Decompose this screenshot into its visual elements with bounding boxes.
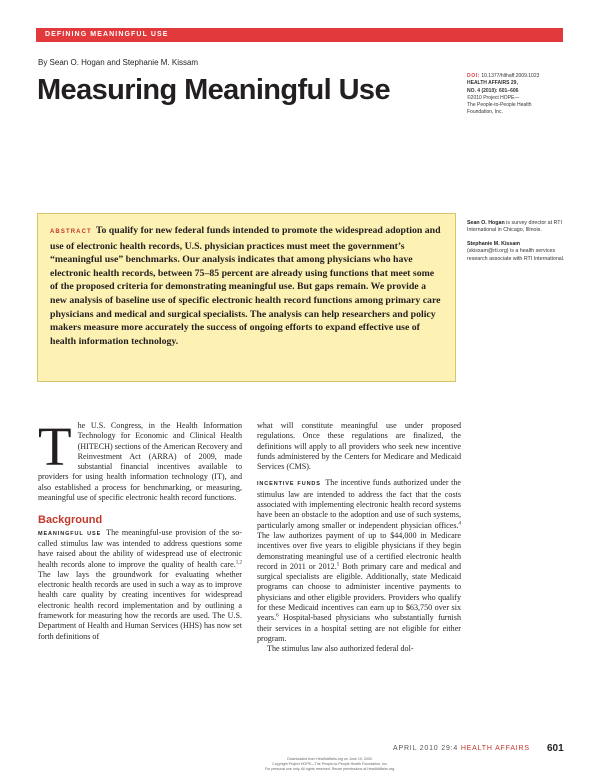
author-note <box>467 241 573 263</box>
byline: By Sean O. Hogan and Stephanie M. Kissam <box>38 58 199 67</box>
paragraph-text: The incentive funds authorized under the stimulus law are intended to address the fact that the costs associated with implementing electronic health record systems have been an obstacle to the adoption and use of such systems, particularly among smaller or independent physician offices. <box>257 478 462 530</box>
reference-marker[interactable]: 1,2 <box>235 559 242 565</box>
author-detail: is survey director at RTI International in Chicago, Illinois. <box>467 220 562 234</box>
paragraph-text: Hospital-based physicians who substantially furnish their services in a hospital setting are not eligible for either program. <box>257 613 461 643</box>
copyright: ©2010 Project HOPE— <box>467 94 520 101</box>
intro-paragraph <box>38 416 242 503</box>
article-meta <box>467 73 577 117</box>
stimulus-paragraph: The stimulus law also authorized federal dol- <box>267 644 414 654</box>
intro-text: he U.S. Congress, in the Health Information Technology for Economic and Clinical Health (HITECH) sections of the American Recovery and Reinvestment Act (ARRA) of 2009, made substantial financial incentives available to providers for using health information technology (IT), and also established a process for benchmarking, or measuring, meaningful use of specific electronic health record functions. <box>38 421 242 503</box>
reference-marker[interactable]: 5 <box>336 562 340 568</box>
drop-cap: T <box>38 416 72 477</box>
abstract-text: To qualify for new federal funds intended to promote the widespread adoption and use of electronic health records, U.S. physician practices must meet the government’s “meaningful use” benchmarks. Our analysis indicates that among physicians who have electronic health records, between 75–85 percent are already using functions that meet some of the proposed criteria for demonstrating meaningful use. But gaps remain. We provide a new analysis of baseline use of specific electronic health record functions among primary care physicians and medical and surgical specialists. The analysis can help researchers and policy makers measure more accurately the success of ongoing efforts to expand effective use of health information technology. <box>50 225 441 347</box>
doi-label: DOI: <box>467 73 480 79</box>
author-name: Stephanie M. Kissam <box>467 240 520 247</box>
incentive-funds-paragraph <box>257 478 461 644</box>
publisher-line-2: Foundation, Inc. <box>467 109 503 116</box>
author-name: Sean O. Hogan <box>467 220 505 226</box>
paragraph-text: The law lays the groundwork for evaluating whether electronic health records are used in such a way as to improve health care quality by creating incentives for widespread electronic health record implementation and by outlining a framework for measuring how the records are used. The U.S. Department of Health and Human Services (HHS) has now set forth definitions of <box>38 569 242 641</box>
publisher-line-1: The People-to-People Health <box>467 102 532 109</box>
footer-volume: 29:4 <box>441 745 459 752</box>
download-line: For personal use only. All rights reserved. Reuse permissions at HealthAffairs.org. <box>264 767 396 771</box>
body-column-left <box>38 416 242 642</box>
footer-journal: HEALTH AFFAIRS <box>460 745 530 752</box>
abstract-label: ABSTRACT <box>50 229 92 235</box>
author-notes <box>467 220 573 269</box>
journal-name: HEALTH AFFAIRS 29, <box>467 80 518 87</box>
author-note <box>467 220 573 235</box>
run-in-heading: INCENTIVE FUNDS <box>257 481 321 488</box>
paragraph-text: Both primary care and medical and surgical specialists are eligible. Additionally, state Medicaid programs can choose to administer incentive payments to physicians and other eligible providers. Providers who qualify for these Medicaid incentives can earn up to $63,750 over six years. <box>257 561 461 623</box>
paragraph-text: The meaningful-use provision of the so-called stimulus law was intended to address questions some have raised about the ability of widespread use of electronic health records alone to improve the quality of health care. <box>38 527 242 569</box>
paragraph-text: The law authorizes payment of up to $44,000 in Medicare incentives over five years to eligible physicians if they begin demonstrating meaningful use of a certified electronic health record in 2011 or 2012. <box>257 530 461 571</box>
abstract <box>50 224 443 348</box>
run-in-heading: MEANINGFUL USE <box>38 530 102 537</box>
meaningful-use-paragraph <box>38 528 242 642</box>
page-footer <box>393 745 530 752</box>
section-label: DEFINING MEANINGFUL USE <box>45 31 169 38</box>
continued-paragraph: what will constitute meaningful use under proposed regulations. Once these regulations are finalized, the definitions will apply to all providers who seek new incentive funds administered by the Centers for Medicare and Medicaid Services (CMS). <box>257 421 461 472</box>
body-column-right <box>257 421 461 655</box>
doi-link[interactable]: 10.1377/hlthaff.2009.1023 <box>481 73 540 79</box>
reference-marker[interactable]: 6 <box>276 613 279 619</box>
page-number: 601 <box>547 743 564 754</box>
download-line: Copyright Project HOPE—The People-to-People Health Foundation, Inc. <box>272 762 388 766</box>
reference-marker[interactable]: 4 <box>458 520 461 526</box>
journal-issue: NO. 4 (2010): 601–606 <box>467 87 519 94</box>
section-header-bar <box>36 28 563 42</box>
download-line: Downloaded from HealthAffairs.org on June 10, 2020. <box>287 757 373 761</box>
article-title: Measuring Meaningful Use <box>37 74 390 106</box>
footer-date: APRIL 2010 <box>393 745 439 752</box>
download-notice <box>240 757 420 772</box>
abstract-box <box>37 213 456 382</box>
section-heading: Background <box>38 514 103 527</box>
author-detail: (skissam@rti.org) is a health services research associate with RTI International. <box>467 248 565 262</box>
